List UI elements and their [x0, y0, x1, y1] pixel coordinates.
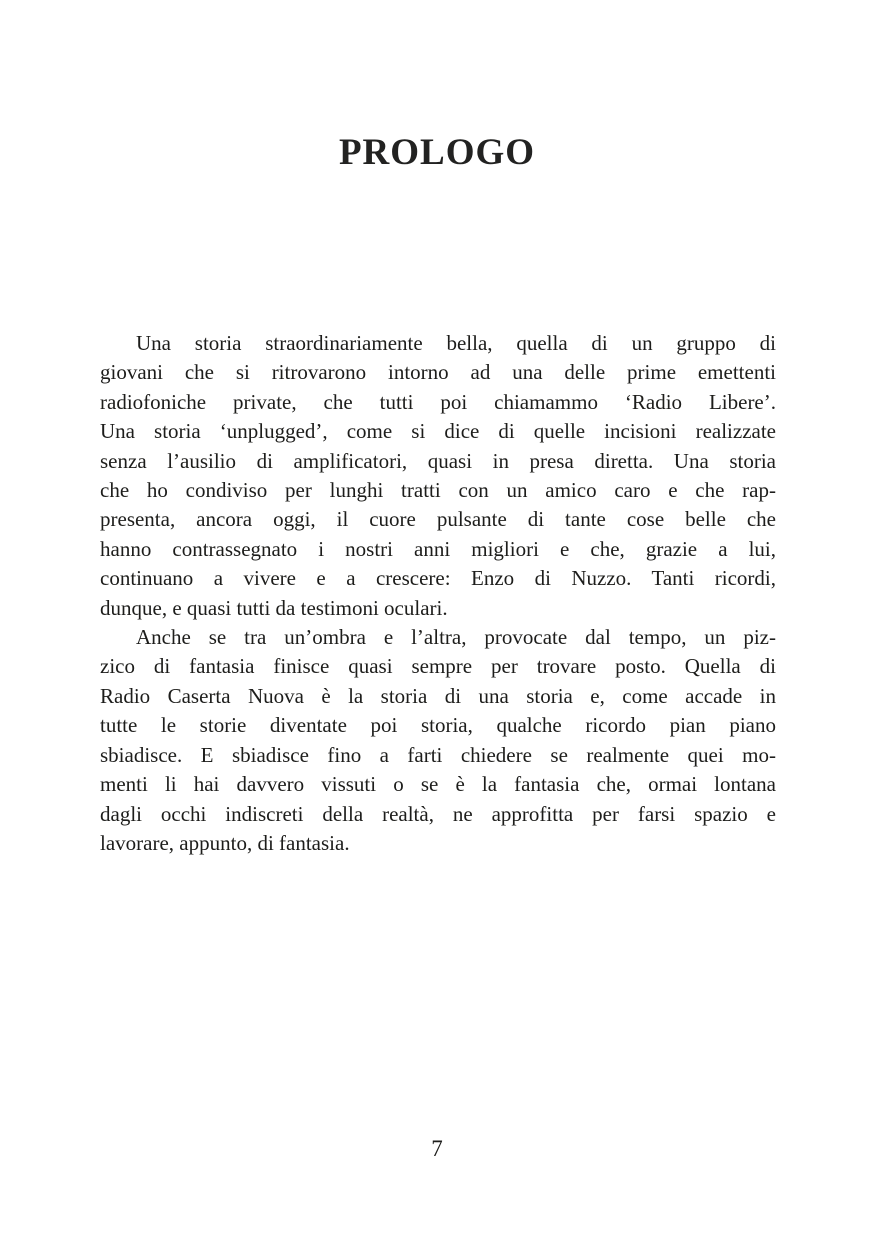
text-line: che ho condiviso per lunghi tratti con un amico caro e che rap- — [100, 478, 776, 503]
text-line: continuano a vivere e a crescere: Enzo di Nuzzo. Tanti ricordi, — [100, 566, 776, 591]
text-line: Anche se tra un’ombra e l’altra, provocate dal tempo, un piz- — [136, 625, 776, 650]
paragraph — [100, 329, 776, 623]
text-line: lavorare, appunto, di fantasia. — [100, 830, 350, 855]
text-line: presenta, ancora oggi, il cuore pulsante di tante cose belle che — [100, 507, 776, 532]
text-line: radiofoniche private, che tutti poi chiamammo ‘Radio Libere’. — [100, 389, 776, 414]
chapter-title: PROLOGO — [338, 132, 536, 173]
text-line: Radio Caserta Nuova è la storia di una storia e, come accade in — [100, 683, 776, 708]
body-text — [100, 329, 776, 858]
text-line: hanno contrassegnato i nostri anni migliori e che, grazie a lui, — [100, 536, 776, 561]
text-line: tutte le storie diventate poi storia, qualche ricordo pian piano — [100, 713, 776, 738]
text-line: sbiadisce. E sbiadisce fino a farti chiedere se realmente quei mo- — [100, 742, 776, 767]
text-line: zico di fantasia finisce quasi sempre per trovare posto. Quella di — [100, 654, 776, 679]
text-line: Una storia straordinariamente bella, quella di un gruppo di — [136, 331, 776, 355]
text-line: dunque, e quasi tutti da testimoni oculari. — [100, 595, 448, 620]
paragraph — [100, 623, 776, 858]
text-line: menti li hai davvero vissuti o se è la fantasia che, ormai lontana — [100, 772, 776, 797]
text-line: dagli occhi indiscreti della realtà, ne approfitta per farsi spazio e — [100, 801, 776, 826]
text-line: Una storia ‘unplugged’, come si dice di quelle incisioni realizzate — [100, 419, 776, 444]
text-line: senza l’ausilio di amplificatori, quasi in presa diretta. Una storia — [100, 448, 776, 473]
page-number: 7 — [431, 1136, 443, 1161]
text-line: giovani che si ritrovarono intorno ad una delle prime emettenti — [100, 360, 776, 385]
